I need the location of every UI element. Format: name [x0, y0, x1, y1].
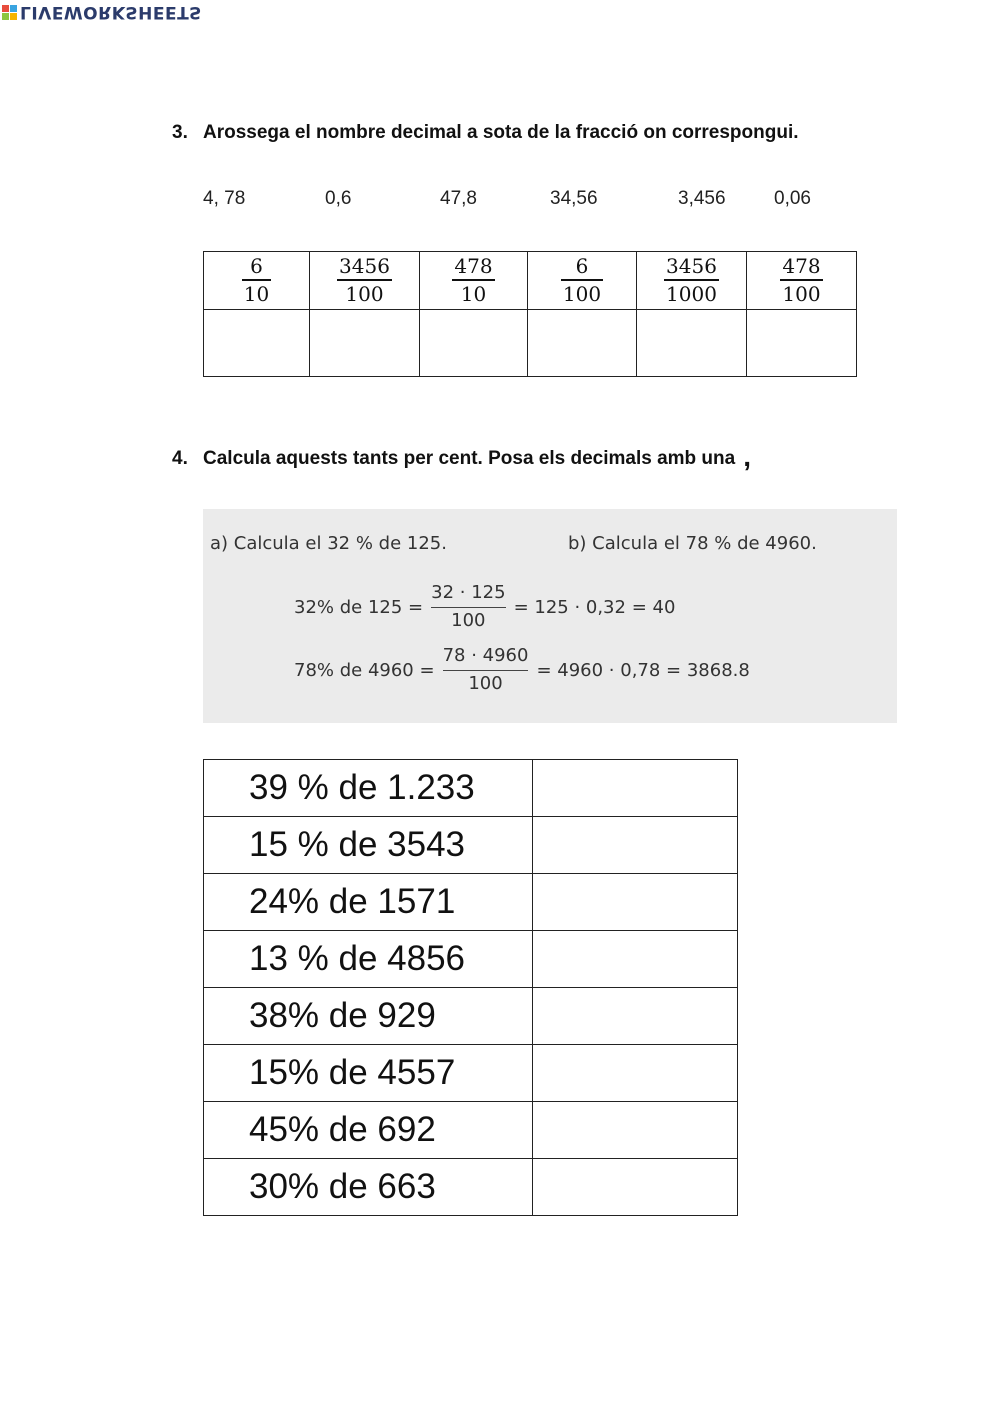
answer-input-cell[interactable]	[533, 817, 738, 874]
decimal-option[interactable]: 3,456	[678, 188, 726, 209]
fraction-denominator: 100	[345, 281, 384, 306]
logo-square-4	[10, 13, 17, 20]
example-a-prompt: a) Calcula el 32 % de 125.	[210, 533, 447, 554]
example-line-rhs: = 125 · 0,32 = 40	[513, 596, 676, 618]
fraction-denominator: 1000	[666, 281, 717, 306]
decimal-option[interactable]: 0,6	[325, 188, 352, 209]
exercise-label: 15% de 4557	[204, 1045, 533, 1102]
answer-input-cell[interactable]	[533, 760, 738, 817]
fraction-numerator: 478	[782, 254, 821, 279]
example-line-lhs: 78% de 4960 =	[294, 659, 435, 681]
fraction-bar	[780, 279, 822, 281]
exercise-row	[204, 1045, 738, 1102]
fraction	[337, 255, 392, 306]
decimal-option[interactable]: 4, 78	[203, 188, 246, 209]
example-b-prompt: b) Calcula el 78 % de 4960.	[568, 533, 817, 554]
section-3-number: 3.	[172, 122, 188, 143]
fraction	[561, 255, 603, 306]
section-4-number: 4.	[172, 448, 188, 469]
fraction-numerator: 6	[575, 254, 589, 279]
percent-exercise-table	[203, 759, 738, 1216]
fraction-numerator: 3456	[666, 254, 717, 279]
example-line-lhs: 32% de 125 =	[294, 596, 424, 618]
brand-header	[2, 2, 202, 22]
example-fraction	[443, 645, 529, 695]
example-line-2	[294, 645, 750, 695]
brand-logo-icon	[2, 5, 17, 20]
answer-input-cell[interactable]	[533, 874, 738, 931]
drop-target-cell[interactable]	[310, 310, 420, 377]
decimal-option[interactable]: 47,8	[440, 188, 477, 209]
drop-target-cell[interactable]	[204, 310, 310, 377]
fraction-cell	[204, 252, 310, 310]
brand-name: LIVEWORKSHEETS	[20, 2, 202, 22]
decimal-option[interactable]: 34,56	[550, 188, 598, 209]
logo-square-3	[2, 13, 9, 20]
fraction-denominator: 10	[243, 281, 270, 306]
fraction	[452, 255, 494, 306]
exercise-row	[204, 1102, 738, 1159]
fraction-denominator: 100	[782, 281, 821, 306]
exercise-row	[204, 874, 738, 931]
section-3-heading	[172, 122, 799, 144]
drop-target-cell[interactable]	[637, 310, 747, 377]
example-fraction-bar	[431, 607, 505, 608]
fraction-bar	[561, 279, 603, 281]
fraction	[664, 255, 719, 306]
exercise-row	[204, 931, 738, 988]
exercise-label: 39 % de 1.233	[204, 760, 533, 817]
example-fraction-bar	[443, 670, 529, 671]
section-4-heading	[172, 439, 751, 471]
exercise-label: 38% de 929	[204, 988, 533, 1045]
fraction-denominator: 100	[562, 281, 602, 306]
worked-example-box	[203, 509, 897, 723]
example-fraction-denominator: 100	[468, 672, 503, 694]
fraction-cell	[420, 252, 528, 310]
example-fraction-numerator: 78 · 4960	[442, 645, 529, 666]
exercise-label: 45% de 692	[204, 1102, 533, 1159]
exercise-row	[204, 817, 738, 874]
fraction-bar	[242, 279, 271, 281]
drop-target-cell[interactable]	[420, 310, 528, 377]
exercise-label: 13 % de 4856	[204, 931, 533, 988]
decimal-option[interactable]: 0,06	[774, 188, 811, 209]
fraction-cell	[637, 252, 747, 310]
exercise-row	[204, 988, 738, 1045]
logo-square-1	[2, 5, 9, 12]
answer-input-cell[interactable]	[533, 1045, 738, 1102]
exercise-label: 30% de 663	[204, 1159, 533, 1216]
fraction	[780, 255, 822, 306]
example-fraction-numerator: 32 · 125	[431, 582, 506, 603]
drop-target-cell[interactable]	[747, 310, 857, 377]
answer-input-cell[interactable]	[533, 931, 738, 988]
fraction-numerator: 3456	[339, 254, 390, 279]
fraction-cell	[528, 252, 637, 310]
answer-input-cell[interactable]	[533, 1102, 738, 1159]
fraction	[242, 255, 271, 306]
fraction-table	[203, 251, 857, 377]
fraction-numerator: 478	[454, 254, 493, 279]
logo-square-2	[10, 5, 17, 12]
fraction-cell	[310, 252, 420, 310]
fraction-cell	[747, 252, 857, 310]
answer-input-cell[interactable]	[533, 1159, 738, 1216]
exercise-row	[204, 760, 738, 817]
section-3-instruction: Arossega el nombre decimal a sota de la fracció on correspongui.	[203, 122, 799, 143]
fraction-bar	[452, 279, 494, 281]
fraction-denominator: 10	[460, 281, 487, 306]
exercise-row	[204, 1159, 738, 1216]
fraction-bar	[337, 279, 392, 281]
comma-mark: ,	[743, 441, 751, 472]
exercise-label: 15 % de 3543	[204, 817, 533, 874]
example-line-1	[294, 582, 675, 632]
example-fraction-denominator: 100	[451, 609, 486, 631]
exercise-label: 24% de 1571	[204, 874, 533, 931]
section-4-instruction: Calcula aquests tants per cent. Posa els decimals amb una	[203, 448, 736, 469]
example-line-rhs: = 4960 · 0,78 = 3868.8	[536, 659, 750, 681]
fraction-numerator: 6	[250, 254, 263, 279]
example-fraction	[431, 582, 505, 632]
fraction-bar	[664, 279, 719, 281]
answer-input-cell[interactable]	[533, 988, 738, 1045]
drop-target-cell[interactable]	[528, 310, 637, 377]
